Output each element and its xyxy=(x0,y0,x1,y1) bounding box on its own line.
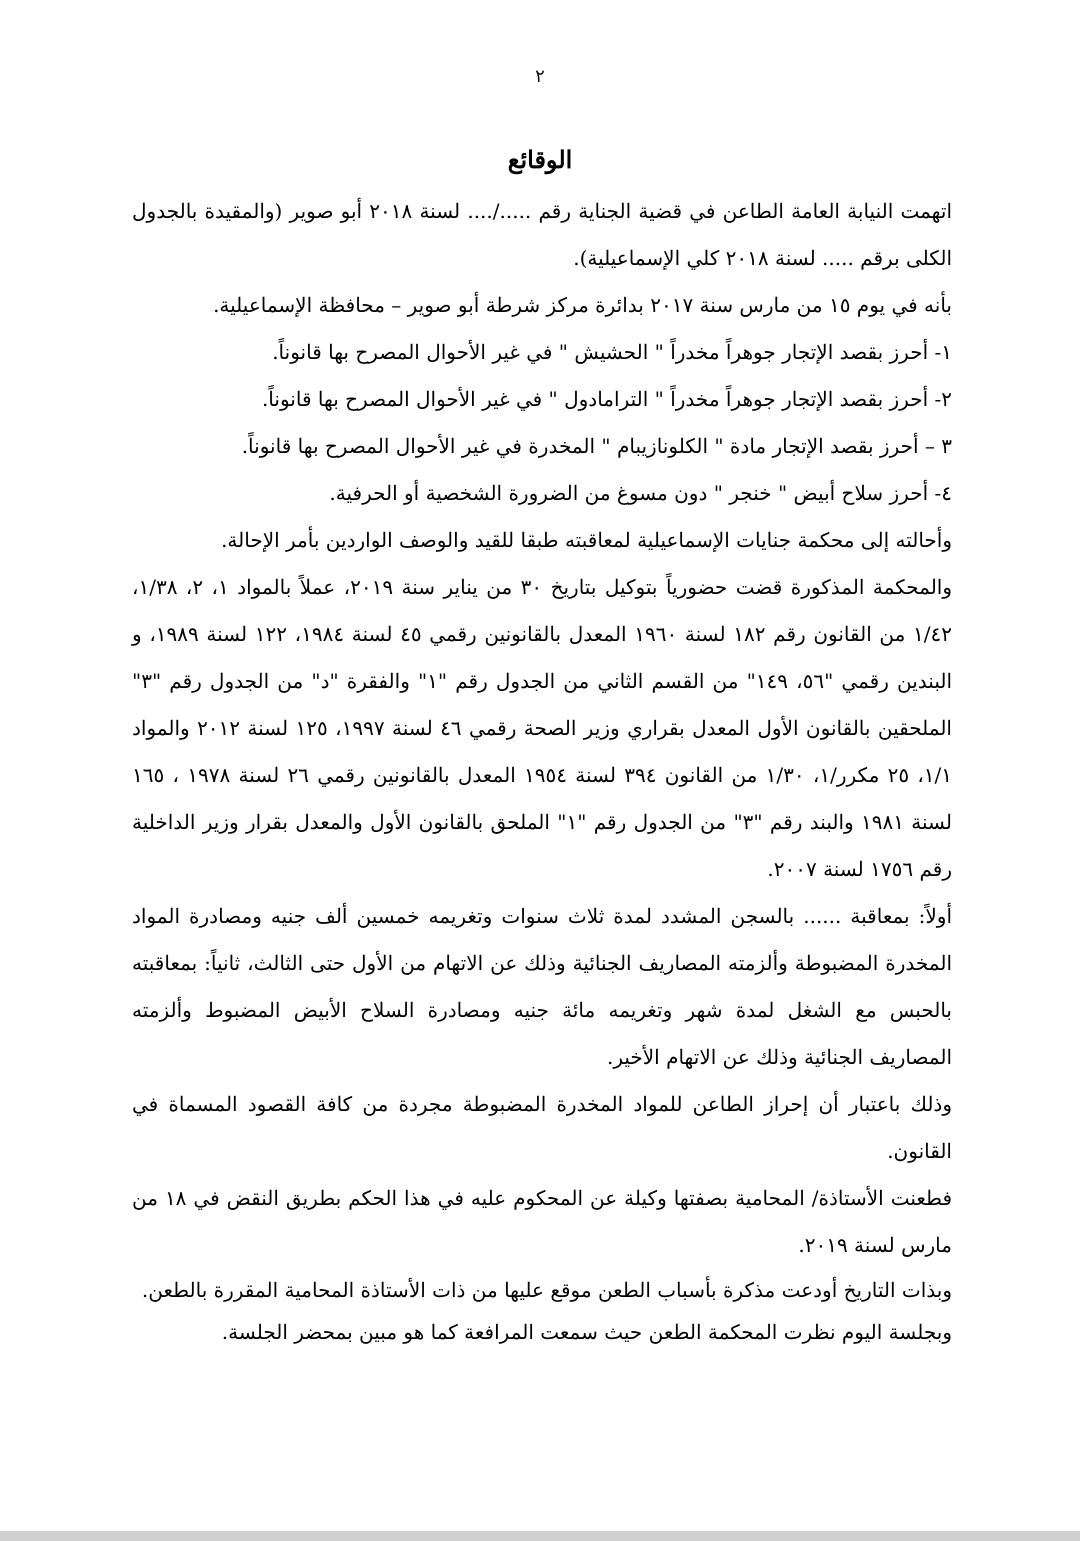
paragraph-basis: وذلك باعتبار أن إحراز الطاعن للمواد المخدرة المضبوطة مجردة من كافة القصود المسماة في القانون. xyxy=(132,1092,952,1163)
section-heading: الوقائع xyxy=(507,145,573,174)
charge-item-2: ٢- أحرز بقصد الإتجار جوهراً مخدراً " الترامادول " في غير الأحوال المصرح بها قانوناً. xyxy=(261,387,952,411)
paragraph-referral: وأحالته إلى محكمة جنايات الإسماعيلية لمعاقبته طبقا للقيد والوصف الواردين بأمر الإحالة. xyxy=(221,528,952,552)
paragraph-court-ruling: والمحكمة المذكورة قضت حضورياً بتوكيل بتاريخ ٣٠ من يناير سنة ٢٠١٩، عملاً بالمواد ١، ٢، ١/٣٨، ١/٤٢ من القانون رقم ١٨٢ لسنة ١٩٦٠ المعدل بالقانونين رقمي ٤٥ لسنة ١٩٨٤، ١٢٢ لسنة ١٩٨٩، و البندين رقمي "٥٦، ١٤٩" من القسم الثاني من الجدول رقم "١" والفقرة "د" من الجدول رقم "٣" الملحقين بالقانون الأول المعدل بقراري وزير الصحة رقمي ٤٦ لسنة ١٩٩٧، ١٢٥ لسنة ٢٠١٢ والمواد ١/١، ٢٥ مكرر/١، ١/٣٠ من القانون ٣٩٤ لسنة ١٩٥٤ المعدل بالقانونين رقمي ٢٦ لسنة ١٩٧٨ ، ١٦٥ لسنة ١٩٨١ والبند رقم "٣" من الجدول رقم "١" الملحق بالقانون الأول والمعدل بقرار وزير الداخلية رقم ١٧٥٦ لسنة ٢٠٠٧. xyxy=(132,575,953,881)
paragraph-sentence: أولاً: بمعاقبة ...... بالسجن المشدد لمدة ثلاث سنوات وتغريمه خمسين ألف جنيه ومصادرة المواد المخدرة المضبوطة وألزمته المصاريف الجنائية وذلك عن الاتهام من الأول حتى الثالث، ثانياً: بمعاقبته بالحبس مع الشغل لمدة شهر وتغريمه مائة جنيه ومصادرة السلاح الأبيض المضبوط وألزمته المصاريف الجنائية وذلك عن الاتهام الأخير. xyxy=(132,904,953,1069)
paragraph-memo: وبذات التاريخ أودعت مذكرة بأسباب الطعن موقع عليها من ذات الأستاذة المحامية المقررة بالطعن. xyxy=(141,1278,952,1302)
charge-item-3: ٣ – أحرز بقصد الإتجار مادة " الكلونازيبام " المخدرة في غير الأحوال المصرح بها قانوناً. xyxy=(241,434,952,458)
document-body xyxy=(132,188,952,1353)
paragraph-date-location: بأنه في يوم ١٥ من مارس سنة ٢٠١٧ بدائرة مركز شرطة أبو صوير – محافظة الإسماعيلية. xyxy=(213,293,952,317)
paragraph-accusation: اتهمت النيابة العامة الطاعن في قضية الجناية رقم ...../.... لسنة ٢٠١٨ أبو صوير (والمقيدة بالجدول الكلى برقم ..... لسنة ٢٠١٨ كلي الإسماعيلية). xyxy=(132,199,952,270)
charge-item-4: ٤- أحرز سلاح أبيض " خنجر " دون مسوغ من الضرورة الشخصية أو الحرفية. xyxy=(329,481,952,505)
charge-item-1: ١- أحرز بقصد الإتجار جوهراً مخدراً " الحشيش " في غير الأحوال المصرح بها قانوناً. xyxy=(272,340,952,364)
page-number: ٢ xyxy=(535,66,545,87)
paragraph-hearing: وبجلسة اليوم نظرت المحكمة الطعن حيث سمعت المرافعة كما هو مبين بمحضر الجلسة. xyxy=(221,1320,952,1344)
paragraph-appeal: فطعنت الأستاذة/ المحامية بصفتها وكيلة عن المحكوم عليه في هذا الحكم بطريق النقض في ١٨ من مارس لسنة ٢٠١٩. xyxy=(132,1186,953,1257)
